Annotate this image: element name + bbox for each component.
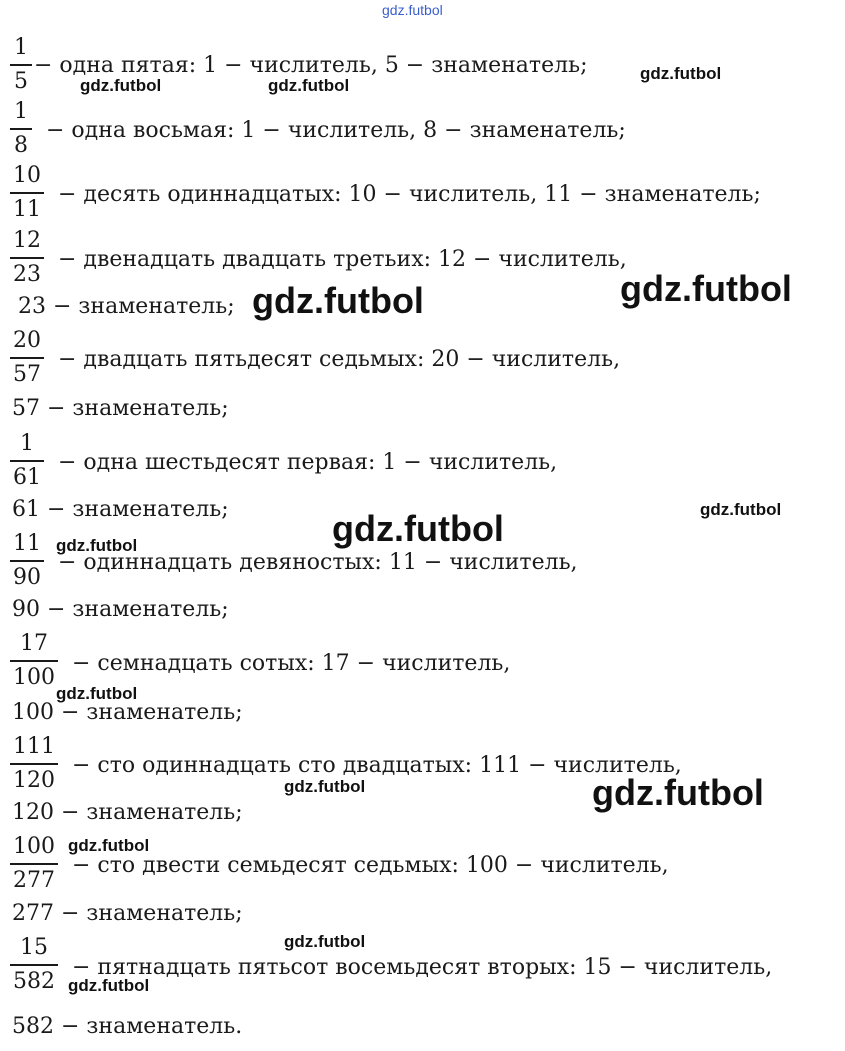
denominator: 277 [13,868,55,893]
watermark: gdz.futbol [640,64,722,83]
watermark: gdz.futbol [592,772,764,813]
fraction-bar [10,257,44,259]
denominator: 120 [13,768,55,793]
numerator: 17 [20,631,48,656]
fraction-bar [10,863,58,865]
numerator: 100 [13,834,55,859]
fraction-bar [10,357,44,359]
entry-continuation: 23 − знаменатель; [18,294,235,319]
denominator: 8 [14,133,28,158]
denominator: 582 [13,969,55,994]
fraction-bar [10,660,58,662]
entry-text: − одиннадцать девяностых: 11 − числитель, [58,550,578,575]
watermark: gdz.futbol [56,536,138,555]
fraction-bar [10,460,44,462]
denominator: 100 [13,665,55,690]
numerator: 1 [20,431,34,456]
watermark: gdz.futbol [620,268,792,309]
numerator: 11 [13,531,41,556]
entry-continuation: 582 − знаменатель. [12,1014,243,1039]
numerator: 111 [13,734,55,759]
entry-text: − одна восьмая: 1 − числитель, 8 − знаменатель; [46,118,626,143]
denominator: 23 [13,262,41,287]
entry-text: − двенадцать двадцать третьих: 12 − числитель, [58,247,627,272]
fraction-1-8 [10,98,32,160]
entry-text: − семнадцать сотых: 17 − числитель, [72,651,511,676]
entry-text: − одна шестьдесят первая: 1 − числитель, [58,450,558,475]
fraction-11-90 [10,530,44,592]
numerator: 10 [13,163,41,188]
denominator: 57 [13,362,41,387]
watermark: gdz.futbol [284,777,366,796]
watermark: gdz.futbol [56,684,138,703]
watermark: gdz.futbol [68,976,150,995]
fraction-bar [10,560,44,562]
numerator: 20 [13,328,41,353]
entry-text: − одна пятая: 1 − числитель, 5 − знаменатель; [34,53,588,78]
fraction-10-11 [10,162,44,224]
watermark: gdz.futbol [332,508,504,549]
watermark: gdz.futbol [80,76,162,95]
entry-text: − сто одиннадцать сто двадцатых: 111 − числитель, [72,753,682,778]
fraction-1-61 [10,430,44,492]
denominator: 90 [13,565,41,590]
watermark: gdz.futbol [268,76,350,95]
fraction-100-277 [10,833,58,895]
fraction-12-23 [10,227,44,289]
numerator: 1 [14,99,28,124]
entry-text: − пятнадцать пятьсот восемьдесят вторых: 15 − числитель, [72,955,773,980]
watermark: gdz.futbol [68,836,150,855]
fraction-111-120 [10,733,58,795]
fraction-bar [10,964,58,966]
fraction-bar [10,192,44,194]
numerator: 1 [14,35,28,60]
denominator: 5 [14,69,28,94]
entry-text: − двадцать пятьдесят седьмых: 20 − числитель, [58,347,621,372]
watermark-top: gdz.futbol [382,2,443,18]
entry-continuation: 100 − знаменатель; [12,700,243,725]
entry-continuation: 120 − знаменатель; [12,800,243,825]
fraction-1-5 [10,34,32,96]
denominator: 61 [13,465,41,490]
fraction-20-57 [10,327,44,389]
denominator: 11 [13,197,41,222]
numerator: 15 [20,935,48,960]
watermark: gdz.futbol [284,932,366,951]
fraction-bar [10,128,32,130]
entry-continuation: 57 − знаменатель; [12,396,229,421]
entry-continuation: 277 − знаменатель; [12,901,243,926]
watermark: gdz.futbol [700,500,782,519]
fraction-bar [10,763,58,765]
numerator: 12 [13,228,41,253]
entry-text: − десять одиннадцатых: 10 − числитель, 11 − знаменатель; [58,182,761,207]
fraction-17-100 [10,630,58,692]
fraction-15-582 [10,934,58,996]
entry-text: − сто двести семьдесят седьмых: 100 − числитель, [72,853,669,878]
fraction-bar [10,64,32,66]
entry-continuation: 61 − знаменатель; [12,497,229,522]
watermark: gdz.futbol [252,280,424,321]
entry-continuation: 90 − знаменатель; [12,597,229,622]
